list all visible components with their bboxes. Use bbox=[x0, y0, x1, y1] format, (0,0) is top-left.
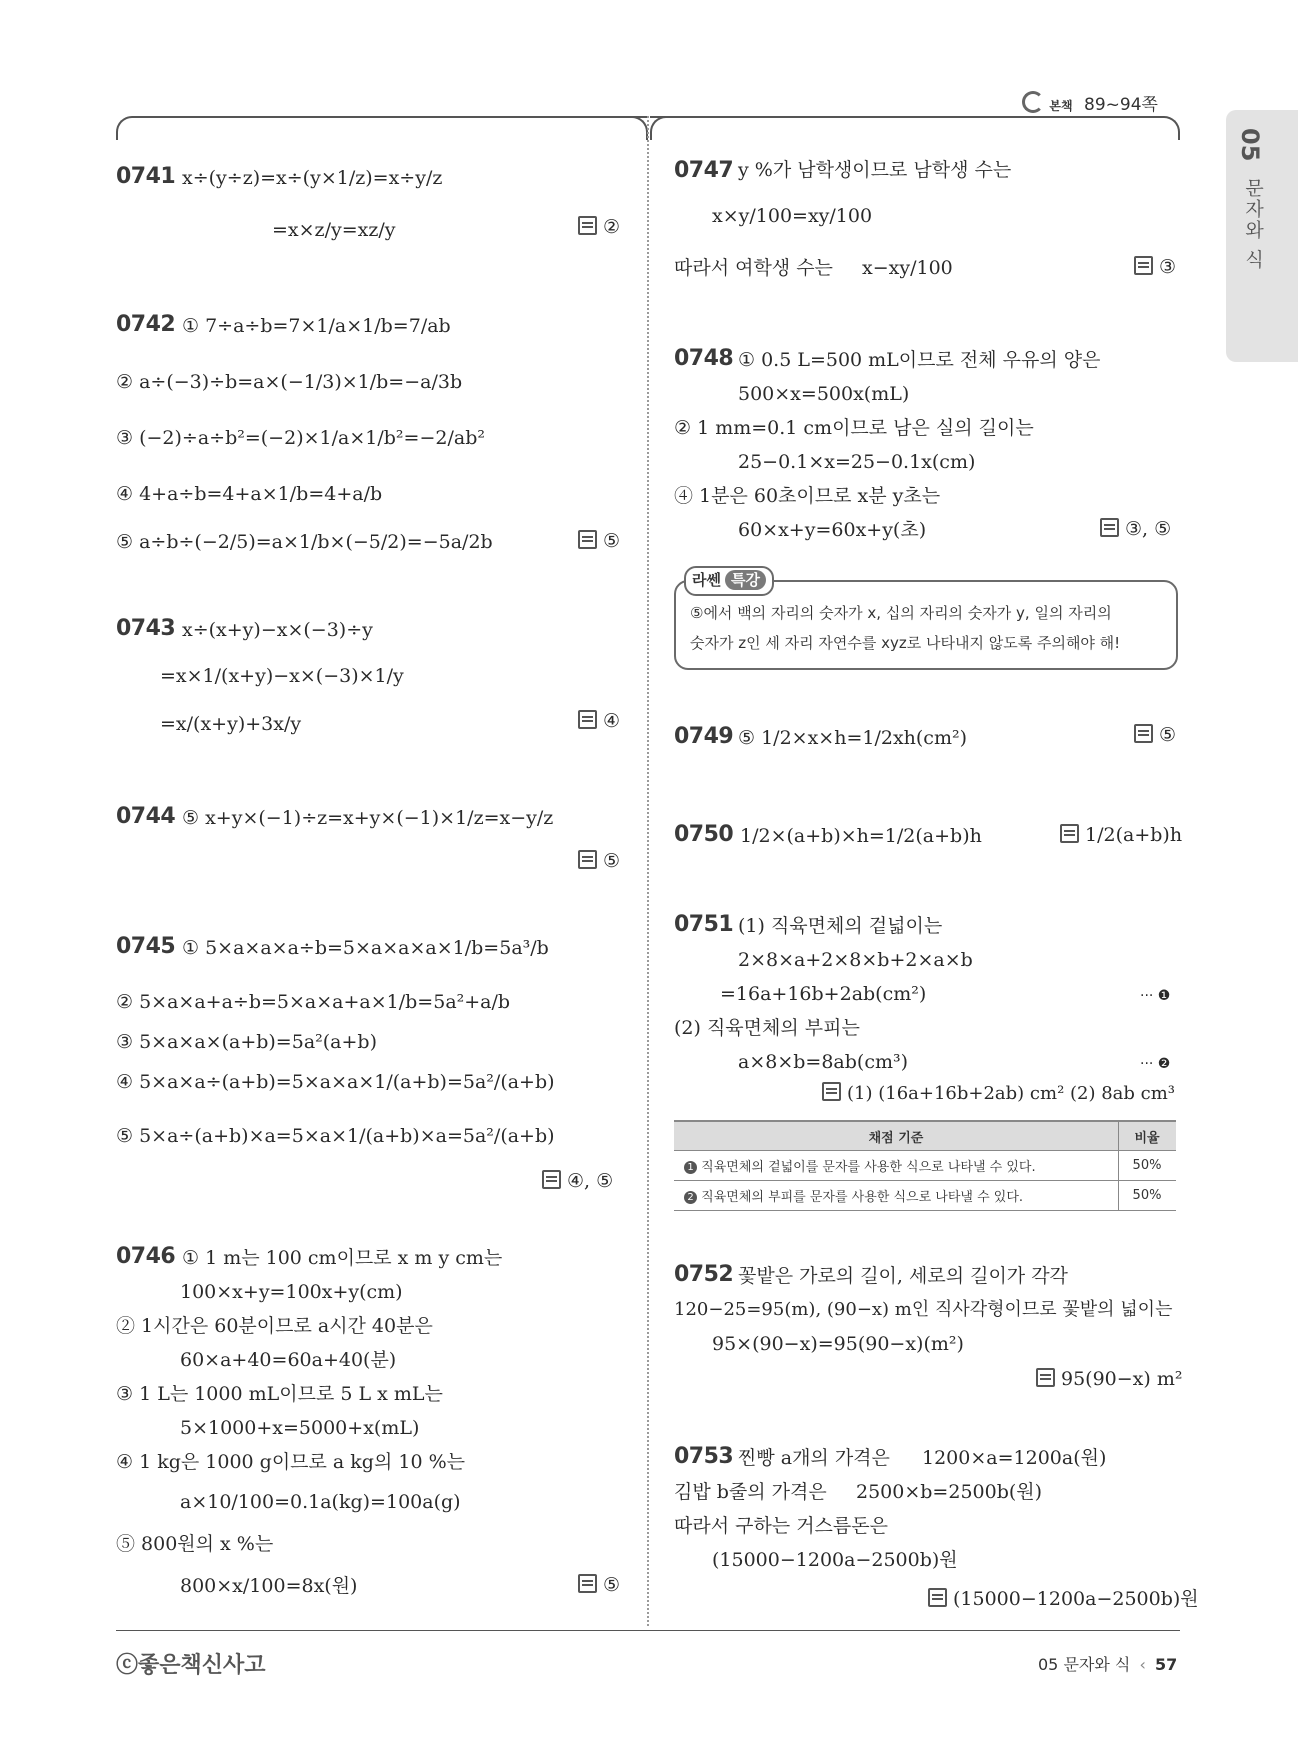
left-frame bbox=[116, 116, 648, 140]
solution-line: 60×a+40=60a+40(분) bbox=[180, 1349, 397, 1371]
answer: ④, ⑤ bbox=[542, 1170, 613, 1192]
solution-line: x−xy/100 bbox=[862, 257, 953, 279]
solution-line: 2500×b=2500b(원) bbox=[856, 1481, 1043, 1503]
solution-line: 김밥 b줄의 가격은 bbox=[674, 1481, 827, 1503]
answer-icon bbox=[928, 1588, 947, 1607]
solution-line: ② 1 mm=0.1 cm이므로 남은 실의 길이는 bbox=[674, 417, 1034, 439]
solution-line: ⑤ 1/2×x×h=1/2xh(cm²) bbox=[738, 727, 967, 749]
solution-line: ① 7÷a÷b=7×1/a×1/b=7/ab bbox=[182, 315, 451, 337]
table-header: 비율 bbox=[1119, 1121, 1177, 1151]
solution-line: ⑤ a÷b÷(−2/5)=a×1/b×(−5/2)=−5a/2b bbox=[116, 531, 493, 553]
answer-icon bbox=[578, 216, 597, 235]
solution-line: ④ 1분은 60초이므로 x분 y초는 bbox=[674, 485, 941, 507]
problem-number: 0745 bbox=[116, 934, 176, 959]
answer: ⑤ bbox=[578, 1574, 620, 1596]
answer: ③, ⑤ bbox=[1100, 518, 1171, 540]
answer: ⑤ bbox=[1134, 724, 1176, 746]
solution-line: =x×1/(x+y)−x×(−3)×1/y bbox=[160, 665, 404, 687]
answer: (1) (16a+16b+2ab) cm² (2) 8ab cm³ bbox=[822, 1082, 1175, 1104]
tip-badge: 특강 bbox=[725, 570, 766, 590]
step-marker-icon: 1 bbox=[684, 1161, 697, 1174]
answer: ③ bbox=[1134, 256, 1176, 278]
problem-number: 0746 bbox=[116, 1244, 176, 1269]
header-refer bbox=[1022, 90, 1158, 115]
answer: 95(90−x) m² bbox=[1036, 1368, 1183, 1390]
footer-rule bbox=[116, 1630, 1180, 1631]
solution-line: ③ 1 L는 1000 mL이므로 5 L x mL는 bbox=[116, 1383, 443, 1405]
solution-line: ④ 4+a÷b=4+a×1/b=4+a/b bbox=[116, 483, 383, 505]
solution-line: ② 1시간은 60분이므로 a시간 40분은 bbox=[116, 1315, 433, 1337]
solution-line: 120−25=95(m), (90−x) m인 직사각형이므로 꽃밭의 넓이는 bbox=[674, 1299, 1173, 1320]
problem-number: 0741 bbox=[116, 164, 176, 189]
solution-line: 60×x+y=60x+y(초) bbox=[738, 519, 927, 541]
page-range: 89~94쪽 bbox=[1084, 95, 1158, 115]
problem-number: 0749 bbox=[674, 724, 734, 749]
solution-line: 1/2×(a+b)×h=1/2(a+b)h bbox=[740, 825, 982, 847]
answer-icon bbox=[822, 1082, 841, 1101]
answer-icon bbox=[542, 1170, 561, 1189]
problem-number: 0750 bbox=[674, 822, 734, 847]
problem-number: 0752 bbox=[674, 1262, 734, 1287]
tip-text: 숫자가 z인 세 자리 자연수를 xyz로 나타내지 않도록 주의해야 해! bbox=[690, 634, 1121, 652]
problem-number: 0742 bbox=[116, 312, 176, 337]
right-frame bbox=[650, 116, 1180, 140]
solution-line: 95×(90−x)=95(90−x)(m²) bbox=[712, 1333, 964, 1355]
solution-line: 따라서 구하는 거스름돈은 bbox=[674, 1515, 888, 1537]
problem-number: 0753 bbox=[674, 1444, 734, 1469]
answer-icon bbox=[1036, 1368, 1055, 1387]
solution-line: ① 1 m는 100 cm이므로 x m y cm는 bbox=[182, 1247, 503, 1269]
solution-line: ② 5×a×a+a÷b=5×a×a+a×1/b=5a²+a/b bbox=[116, 991, 511, 1013]
problem-number: 0747 bbox=[674, 158, 734, 183]
solution-line: ③ 5×a×a×(a+b)=5a²(a+b) bbox=[116, 1031, 377, 1053]
answer-icon bbox=[578, 1574, 597, 1593]
solution-line: 꽃밭은 가로의 길이, 세로의 길이가 각각 bbox=[738, 1265, 1068, 1287]
step-marker: ··· ❶ bbox=[1140, 988, 1171, 1004]
chapter-title: 문자와 식 bbox=[1242, 178, 1264, 271]
solution-line: =16a+16b+2ab(cm²) bbox=[720, 983, 927, 1005]
solution-line: ⑤ 800원의 x %는 bbox=[116, 1533, 274, 1555]
solution-line: a×8×b=8ab(cm³) bbox=[738, 1051, 909, 1073]
problem-number: 0744 bbox=[116, 804, 176, 829]
criterion: 직육면체의 겉넓이를 문자를 사용한 식으로 나타낼 수 있다. bbox=[701, 1160, 1036, 1175]
solution-line: 2×8×a+2×8×b+2×a×b bbox=[738, 949, 973, 971]
problem-number: 0748 bbox=[674, 346, 734, 371]
chapter-number: 05 bbox=[1236, 128, 1264, 162]
solution-line: =x/(x+y)+3x/y bbox=[160, 713, 302, 735]
solution-line: 800×x/100=8x(원) bbox=[180, 1575, 358, 1597]
book-label: 본책 bbox=[1049, 99, 1073, 113]
scoring-table bbox=[674, 1120, 1176, 1211]
solution-line: 따라서 여학생 수는 bbox=[674, 257, 833, 279]
solution-line: ① 5×a×a×a÷b=5×a×a×a×1/b=5a³/b bbox=[182, 937, 549, 959]
solution-line: y %가 남학생이므로 남학생 수는 bbox=[738, 159, 1012, 181]
answer: ⑤ bbox=[578, 530, 620, 552]
answer: ② bbox=[578, 216, 620, 238]
solution-line: x÷(y÷z)=x÷(y×1/z)=x÷y/z bbox=[182, 167, 443, 189]
solution-line: 찐빵 a개의 가격은 bbox=[738, 1447, 890, 1469]
answer: ⑤ bbox=[578, 850, 620, 872]
ratio: 50% bbox=[1119, 1181, 1177, 1211]
answer-icon bbox=[578, 850, 597, 869]
answer-icon bbox=[1060, 824, 1079, 843]
section-title: 05 문자와 식 bbox=[1038, 1655, 1131, 1674]
answer: (15000−1200a−2500b)원 bbox=[928, 1584, 1199, 1611]
answer-icon bbox=[578, 530, 597, 549]
answer: ④ bbox=[578, 710, 620, 732]
answer: 1/2(a+b)h bbox=[1060, 824, 1182, 846]
ratio: 50% bbox=[1119, 1151, 1177, 1181]
solution-line: ③ (−2)÷a÷b²=(−2)×1/a×1/b²=−2/ab² bbox=[116, 427, 485, 449]
solution-line: x×y/100=xy/100 bbox=[712, 205, 873, 227]
solution-line: (15000−1200a−2500b)원 bbox=[712, 1549, 958, 1571]
chevron-left-icon: ‹ bbox=[1139, 1655, 1146, 1674]
solution-line: =x×z/y=xz/y bbox=[272, 219, 396, 241]
answer-icon bbox=[1134, 256, 1153, 275]
solution-line: ② a÷(−3)÷b=a×(−1/3)×1/b=−a/3b bbox=[116, 371, 463, 393]
table-header: 채점 기준 bbox=[674, 1121, 1119, 1151]
solution-line: ⑤ 5×a÷(a+b)×a=5×a×1/(a+b)×a=5a²/(a+b) bbox=[116, 1125, 555, 1147]
page-number: 57 bbox=[1154, 1655, 1178, 1674]
solution-line: 25−0.1×x=25−0.1x(cm) bbox=[738, 451, 976, 473]
step-marker: ··· ❷ bbox=[1140, 1056, 1171, 1072]
answer-icon bbox=[1134, 724, 1153, 743]
solution-line: ⑤ x+y×(−1)÷z=x+y×(−1)×1/z=x−y/z bbox=[182, 807, 554, 829]
problem-number: 0743 bbox=[116, 616, 176, 641]
solution-line: 5×1000+x=5000+x(mL) bbox=[180, 1417, 420, 1439]
tip-label: 라쎈 특강 bbox=[684, 566, 774, 596]
solution-line: 100×x+y=100x+y(cm) bbox=[180, 1281, 403, 1303]
problem-number: 0751 bbox=[674, 912, 734, 937]
solution-line: ④ 5×a×a÷(a+b)=5×a×a×1/(a+b)=5a²/(a+b) bbox=[116, 1071, 555, 1093]
table-row bbox=[674, 1181, 1176, 1211]
solution-line: (2) 직육면체의 부피는 bbox=[674, 1017, 860, 1039]
solution-line: a×10/100=0.1a(kg)=100a(g) bbox=[180, 1491, 461, 1513]
solution-line: ① 0.5 L=500 mL이므로 전체 우유의 양은 bbox=[738, 349, 1101, 371]
criterion: 직육면체의 부피를 문자를 사용한 식으로 나타낼 수 있다. bbox=[701, 1190, 1024, 1205]
solution-line: (1) 직육면체의 겉넓이는 bbox=[738, 915, 943, 937]
solution-line: ④ 1 kg은 1000 g이므로 a kg의 10 %는 bbox=[116, 1451, 465, 1473]
column-divider bbox=[647, 116, 649, 1626]
step-marker-icon: 2 bbox=[684, 1191, 697, 1204]
tip-text: ⑤에서 백의 자리의 숫자가 x, 십의 자리의 숫자가 y, 일의 자리의 bbox=[690, 604, 1112, 622]
footer-section bbox=[1038, 1652, 1177, 1675]
solution-line: 500×x=500x(mL) bbox=[738, 383, 910, 405]
publisher-logo: ⓒ좋은책신사고 bbox=[116, 1653, 266, 1678]
answer-icon bbox=[1100, 518, 1119, 537]
solution-line: 1200×a=1200a(원) bbox=[922, 1447, 1107, 1469]
table-row bbox=[674, 1151, 1176, 1181]
answer-icon bbox=[578, 710, 597, 729]
solution-line: x÷(x+y)−x×(−3)÷y bbox=[182, 619, 373, 641]
refresh-icon bbox=[1022, 91, 1044, 113]
